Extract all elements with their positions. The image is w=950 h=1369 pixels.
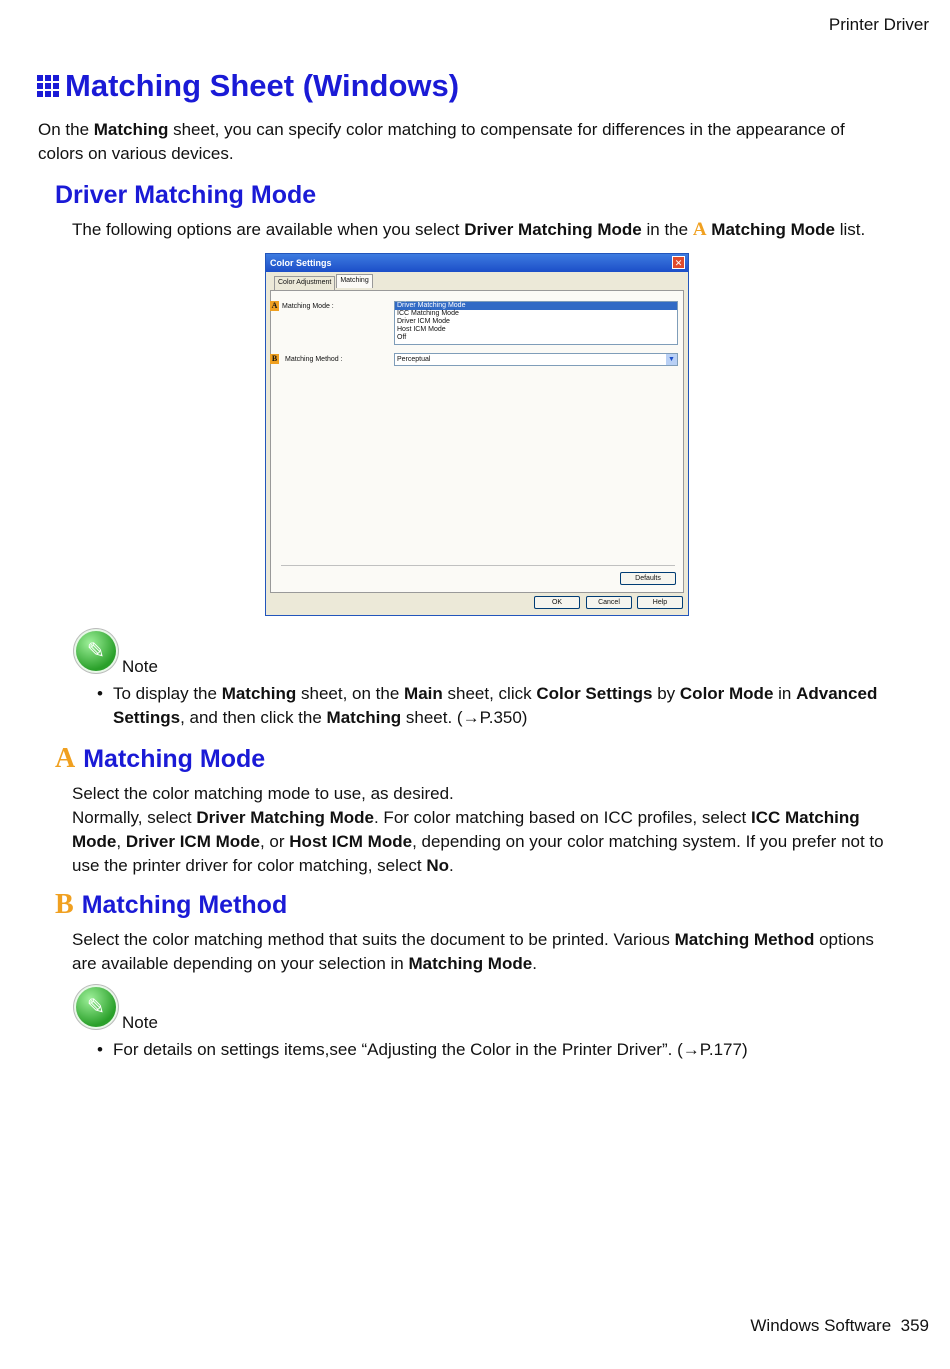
heading-matching-method: B Matching Method	[55, 889, 288, 920]
matching-mode-paragraph: Select the color matching mode to use, as desired. Normally, select Driver Matching Mode. For color matching based on ICC profiles, select ICC Matching Mode, Driver ICM Mode, or Host ICM Mode, depending on your color matching system. If you prefer not to use the printer driver for color matching, select No.	[72, 784, 884, 875]
matching-method-paragraph: Select the color matching method that suits the document to be printed. Various Matching Method options are available depending on your selection in Matching Mode.	[72, 930, 874, 973]
heading-driver-matching-mode: Driver Matching Mode	[55, 181, 317, 209]
divider	[281, 565, 675, 566]
dialog-tabs	[274, 276, 374, 290]
chevron-down-icon[interactable]: ▼	[666, 354, 677, 365]
pencil-note-icon: ✎	[76, 987, 116, 1027]
page-title-text: Matching Sheet (Windows)	[65, 68, 460, 103]
dialog-titlebar	[266, 254, 688, 272]
matching-method-select[interactable]	[394, 353, 678, 366]
list-item[interactable]: ICC Matching Mode	[397, 310, 459, 317]
badge-a: A	[271, 301, 278, 310]
matching-mode-label: Matching Mode :	[282, 303, 334, 310]
driver-mode-paragraph: The following options are available when you select Driver Matching Mode in the A Matching Mode list.	[72, 219, 866, 240]
matching-mode-listbox[interactable]	[394, 301, 678, 345]
list-item[interactable]: Driver ICM Mode	[397, 318, 450, 325]
note-bullet: • To display the Matching sheet, on the Main sheet, click Color Settings by Color Mode in Advanced Settings, and then click the Matching sheet. (→P.350)	[97, 684, 878, 727]
list-item[interactable]: Driver Matching Mode	[395, 302, 677, 310]
note-label: Note	[122, 657, 158, 676]
pencil-note-icon: ✎	[76, 631, 116, 671]
intro-paragraph: On the Matching sheet, you can specify color matching to compensate for differences in the appearance of colors on various devices.	[38, 120, 845, 163]
page-title	[37, 68, 459, 104]
help-button[interactable]: Help	[637, 596, 683, 609]
page-number: 359	[900, 1316, 929, 1335]
running-header: Printer Driver	[828, 15, 929, 34]
letter-a-marker: A	[55, 743, 76, 774]
note-label: Note	[122, 1013, 158, 1032]
list-item[interactable]: Host ICM Mode	[397, 326, 446, 333]
footer-chapter: Windows Software	[750, 1316, 892, 1335]
matching-panel	[270, 290, 684, 593]
tab-matching[interactable]: Matching	[336, 274, 372, 288]
list-item[interactable]: Off	[397, 334, 407, 341]
matching-method-value: Perceptual	[397, 356, 431, 363]
color-settings-dialog	[265, 253, 689, 616]
close-icon[interactable]: ✕	[672, 256, 685, 269]
heading-matching-mode: A Matching Mode	[55, 743, 266, 774]
dialog-title: Color Settings	[270, 258, 332, 268]
defaults-button[interactable]: Defaults	[620, 572, 676, 585]
letter-a-marker: A	[692, 219, 707, 240]
section-grid-icon	[37, 75, 59, 97]
ok-button[interactable]: OK	[534, 596, 580, 609]
note-bullet: • For details on settings items,see “Adjusting the Color in the Printer Driver”. (→P.177)	[97, 1040, 748, 1059]
letter-b-marker: B	[55, 889, 74, 920]
badge-b: B	[271, 354, 278, 363]
tab-color-adjustment[interactable]: Color Adjustment	[274, 276, 335, 290]
cancel-button[interactable]: Cancel	[586, 596, 632, 609]
matching-method-label: Matching Method :	[285, 356, 343, 363]
running-footer	[750, 1316, 929, 1336]
